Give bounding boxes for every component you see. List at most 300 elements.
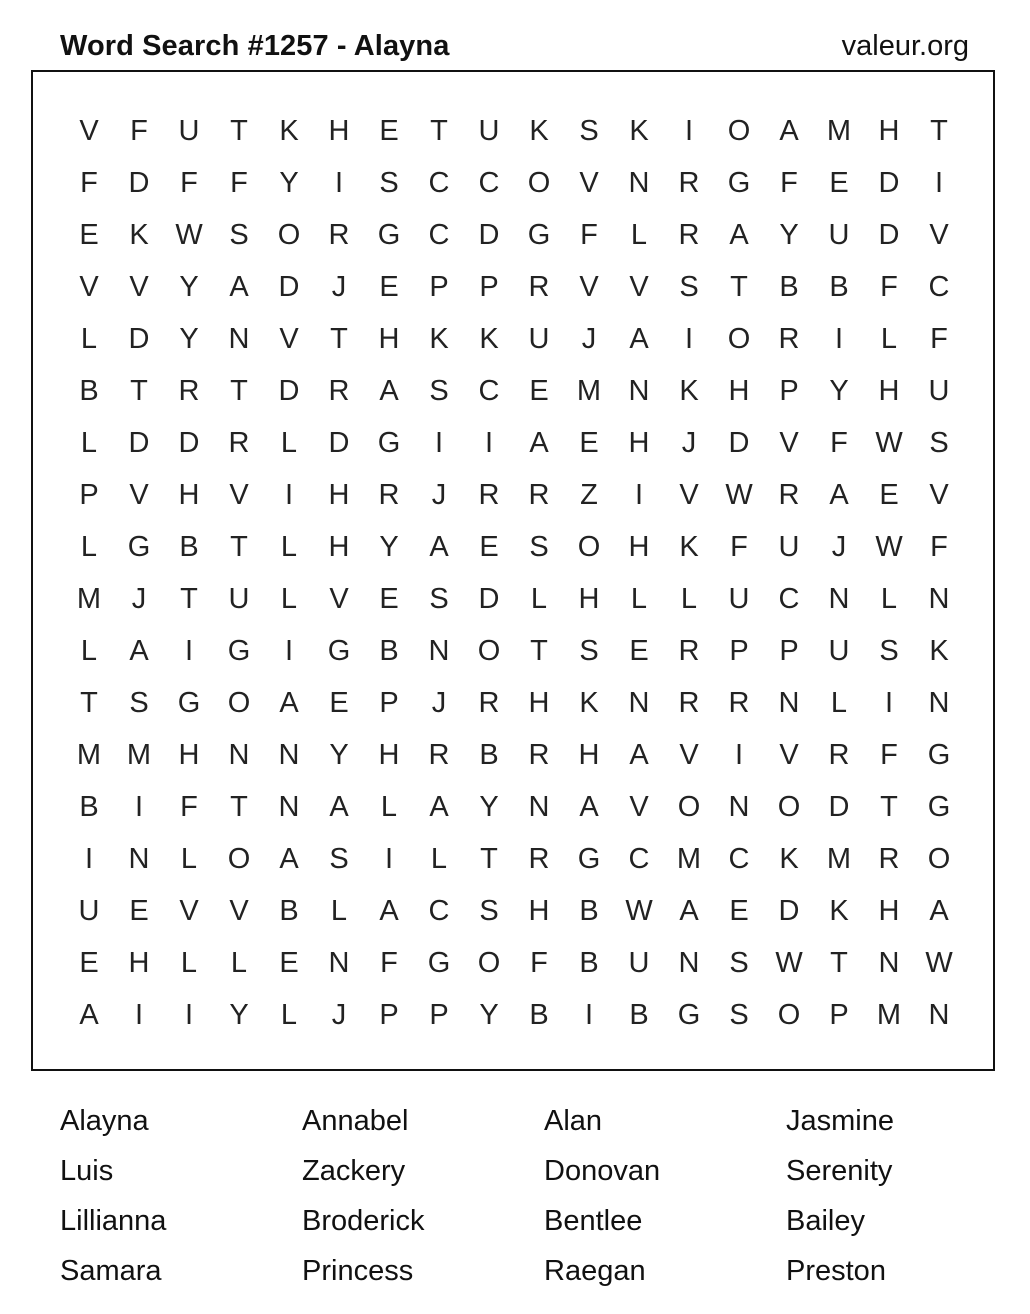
grid-cell[interactable]: G [127,530,151,563]
grid-cell[interactable]: A [279,842,299,875]
grid-cell[interactable]: O [777,790,801,823]
grid-cell[interactable]: L [80,530,98,563]
grid-cell[interactable]: O [927,842,951,875]
grid-cell[interactable]: O [677,790,701,823]
grid-cell[interactable]: Y [779,218,799,251]
grid-cell[interactable]: D [478,218,500,251]
grid-cell[interactable]: A [229,270,249,303]
grid-cell[interactable]: I [84,842,94,875]
grid-cell[interactable]: Y [379,530,399,563]
grid-cell[interactable]: M [876,998,902,1031]
grid-cell[interactable]: P [429,270,449,303]
grid-cell[interactable]: C [628,842,650,875]
grid-cell[interactable]: U [728,582,750,615]
grid-cell[interactable]: R [428,738,450,771]
grid-cell[interactable]: I [484,426,494,459]
grid-cell[interactable]: H [578,582,600,615]
grid-cell[interactable]: Y [279,166,299,199]
grid-cell[interactable]: I [284,478,294,511]
grid-cell[interactable]: R [178,374,200,407]
grid-cell[interactable]: V [79,114,99,147]
grid-cell[interactable]: J [581,322,597,355]
grid-cell[interactable]: D [828,790,850,823]
grid-cell[interactable]: R [528,842,550,875]
grid-cell[interactable]: F [230,166,248,199]
grid-cell[interactable]: L [180,842,198,875]
grid-cell[interactable]: V [629,790,649,823]
grid-cell[interactable]: H [328,478,350,511]
grid-cell[interactable]: G [927,738,951,771]
grid-cell[interactable]: S [129,686,149,719]
grid-cell[interactable]: O [577,530,601,563]
grid-cell[interactable]: T [230,530,248,563]
grid-cell[interactable]: E [329,686,349,719]
grid-cell[interactable]: I [884,686,894,719]
grid-cell[interactable]: A [379,374,399,407]
grid-cell[interactable]: K [679,530,699,563]
grid-cell[interactable]: A [379,894,399,927]
grid-cell[interactable]: A [429,530,449,563]
grid-cell[interactable]: J [331,270,347,303]
grid-cell[interactable]: O [777,998,801,1031]
grid-cell[interactable]: V [329,582,349,615]
grid-cell[interactable]: W [725,478,753,511]
grid-cell[interactable]: K [579,686,599,719]
grid-cell[interactable]: F [780,166,798,199]
grid-cell[interactable]: K [929,634,949,667]
grid-cell[interactable]: V [679,478,699,511]
grid-cell[interactable]: F [830,426,848,459]
grid-cell[interactable]: I [634,478,644,511]
grid-cell[interactable]: R [828,738,850,771]
grid-cell[interactable]: H [178,738,200,771]
grid-cell[interactable]: E [379,582,399,615]
grid-cell[interactable]: A [329,790,349,823]
grid-cell[interactable]: R [678,686,700,719]
grid-cell[interactable]: Y [329,738,349,771]
grid-cell[interactable]: I [334,166,344,199]
grid-cell[interactable]: K [279,114,299,147]
grid-cell[interactable]: H [378,738,400,771]
grid-cell[interactable]: B [529,998,549,1031]
grid-cell[interactable]: L [880,582,898,615]
grid-cell[interactable]: N [328,946,350,979]
grid-cell[interactable]: S [429,582,449,615]
grid-cell[interactable]: V [779,738,799,771]
grid-cell[interactable]: W [175,218,203,251]
grid-cell[interactable]: I [584,998,594,1031]
grid-cell[interactable]: A [429,790,449,823]
grid-cell[interactable]: R [678,634,700,667]
grid-cell[interactable]: D [128,322,150,355]
grid-cell[interactable]: U [928,374,950,407]
grid-cell[interactable]: R [778,322,800,355]
grid-cell[interactable]: F [180,790,198,823]
grid-cell[interactable]: E [79,946,99,979]
grid-cell[interactable]: W [625,894,653,927]
grid-cell[interactable]: L [280,582,298,615]
grid-cell[interactable]: E [629,634,649,667]
grid-cell[interactable]: P [79,478,99,511]
grid-cell[interactable]: E [529,374,549,407]
grid-cell[interactable]: U [228,582,250,615]
grid-cell[interactable]: E [379,114,399,147]
grid-cell[interactable]: A [729,218,749,251]
grid-cell[interactable]: M [826,114,852,147]
grid-cell[interactable]: C [478,166,500,199]
grid-cell[interactable]: L [830,686,848,719]
grid-cell[interactable]: W [775,946,803,979]
grid-cell[interactable]: K [779,842,799,875]
grid-cell[interactable]: F [80,166,98,199]
grid-cell[interactable]: L [180,946,198,979]
grid-cell[interactable]: S [729,998,749,1031]
grid-cell[interactable]: R [378,478,400,511]
grid-cell[interactable]: T [180,582,198,615]
grid-cell[interactable]: M [76,738,102,771]
grid-cell[interactable]: B [579,946,599,979]
grid-cell[interactable]: E [379,270,399,303]
grid-cell[interactable]: K [429,322,449,355]
grid-cell[interactable]: S [879,634,899,667]
grid-cell[interactable]: T [230,114,248,147]
grid-cell[interactable]: L [680,582,698,615]
grid-cell[interactable]: N [628,686,650,719]
grid-cell[interactable]: D [878,218,900,251]
grid-cell[interactable]: F [580,218,598,251]
grid-cell[interactable]: V [929,218,949,251]
grid-cell[interactable]: B [479,738,499,771]
grid-cell[interactable]: V [779,426,799,459]
grid-cell[interactable]: N [778,686,800,719]
grid-cell[interactable]: R [528,478,550,511]
grid-cell[interactable]: S [579,634,599,667]
grid-cell[interactable]: L [430,842,448,875]
grid-cell[interactable]: I [284,634,294,667]
grid-cell[interactable]: I [134,790,144,823]
grid-cell[interactable]: G [377,218,401,251]
grid-cell[interactable]: Y [229,998,249,1031]
grid-cell[interactable]: C [928,270,950,303]
grid-cell[interactable]: B [779,270,799,303]
grid-cell[interactable]: Y [479,998,499,1031]
grid-cell[interactable]: V [579,270,599,303]
grid-cell[interactable]: D [328,426,350,459]
grid-cell[interactable]: A [929,894,949,927]
grid-cell[interactable]: T [80,686,98,719]
grid-cell[interactable]: F [530,946,548,979]
grid-cell[interactable]: K [679,374,699,407]
grid-cell[interactable]: B [379,634,399,667]
grid-cell[interactable]: A [779,114,799,147]
grid-cell[interactable]: A [679,894,699,927]
grid-cell[interactable]: O [227,686,251,719]
grid-cell[interactable]: N [628,374,650,407]
grid-cell[interactable]: H [728,374,750,407]
grid-cell[interactable]: W [925,946,953,979]
grid-cell[interactable]: T [880,790,898,823]
grid-cell[interactable]: O [227,842,251,875]
grid-cell[interactable]: T [530,634,548,667]
grid-cell[interactable]: U [528,322,550,355]
grid-cell[interactable]: L [80,322,98,355]
grid-cell[interactable]: N [128,842,150,875]
grid-cell[interactable]: O [527,166,551,199]
grid-cell[interactable]: N [828,582,850,615]
grid-cell[interactable]: F [380,946,398,979]
grid-cell[interactable]: U [828,634,850,667]
grid-cell[interactable]: H [178,478,200,511]
grid-cell[interactable]: V [179,894,199,927]
grid-cell[interactable]: S [379,166,399,199]
grid-cell[interactable]: V [229,894,249,927]
grid-cell[interactable]: E [479,530,499,563]
grid-cell[interactable]: T [330,322,348,355]
grid-cell[interactable]: A [629,322,649,355]
grid-cell[interactable]: M [126,738,152,771]
grid-cell[interactable]: F [930,530,948,563]
grid-cell[interactable]: L [230,946,248,979]
grid-cell[interactable]: E [279,946,299,979]
grid-cell[interactable]: I [834,322,844,355]
grid-cell[interactable]: H [878,894,900,927]
grid-cell[interactable]: N [228,738,250,771]
grid-cell[interactable]: T [430,114,448,147]
grid-cell[interactable]: I [934,166,944,199]
grid-cell[interactable]: R [328,218,350,251]
grid-cell[interactable]: G [727,166,751,199]
grid-cell[interactable]: G [177,686,201,719]
grid-cell[interactable]: M [76,582,102,615]
grid-cell[interactable]: I [384,842,394,875]
grid-cell[interactable]: J [431,478,447,511]
grid-cell[interactable]: K [129,218,149,251]
grid-cell[interactable]: N [878,946,900,979]
grid-cell[interactable]: D [128,166,150,199]
grid-cell[interactable]: D [478,582,500,615]
grid-cell[interactable]: I [184,634,194,667]
grid-cell[interactable]: T [230,374,248,407]
grid-cell[interactable]: R [478,478,500,511]
grid-cell[interactable]: H [378,322,400,355]
grid-cell[interactable]: G [677,998,701,1031]
grid-cell[interactable]: C [428,218,450,251]
grid-cell[interactable]: F [880,270,898,303]
grid-cell[interactable]: N [678,946,700,979]
grid-cell[interactable]: E [129,894,149,927]
grid-cell[interactable]: N [278,790,300,823]
grid-cell[interactable]: N [928,686,950,719]
grid-cell[interactable]: E [729,894,749,927]
grid-cell[interactable]: T [130,374,148,407]
grid-cell[interactable]: U [628,946,650,979]
grid-cell[interactable]: N [228,322,250,355]
grid-cell[interactable]: V [129,270,149,303]
grid-cell[interactable]: N [528,790,550,823]
grid-cell[interactable]: A [129,634,149,667]
grid-cell[interactable]: K [479,322,499,355]
grid-cell[interactable]: V [279,322,299,355]
grid-cell[interactable]: S [579,114,599,147]
grid-cell[interactable]: R [678,218,700,251]
grid-cell[interactable]: V [129,478,149,511]
grid-cell[interactable]: L [530,582,548,615]
grid-cell[interactable]: R [678,166,700,199]
grid-cell[interactable]: D [778,894,800,927]
grid-cell[interactable]: G [927,790,951,823]
grid-cell[interactable]: K [629,114,649,147]
grid-cell[interactable]: R [528,738,550,771]
grid-cell[interactable]: U [78,894,100,927]
grid-cell[interactable]: A [629,738,649,771]
grid-cell[interactable]: D [278,374,300,407]
grid-cell[interactable]: R [528,270,550,303]
grid-cell[interactable]: C [428,894,450,927]
grid-cell[interactable]: H [878,374,900,407]
grid-cell[interactable]: L [330,894,348,927]
grid-cell[interactable]: M [676,842,702,875]
grid-cell[interactable]: I [184,998,194,1031]
grid-cell[interactable]: C [428,166,450,199]
grid-cell[interactable]: H [628,530,650,563]
grid-cell[interactable]: T [930,114,948,147]
grid-cell[interactable]: F [930,322,948,355]
grid-cell[interactable]: F [130,114,148,147]
grid-cell[interactable]: L [880,322,898,355]
grid-cell[interactable]: H [878,114,900,147]
grid-cell[interactable]: I [434,426,444,459]
grid-cell[interactable]: T [730,270,748,303]
grid-cell[interactable]: O [727,322,751,355]
grid-cell[interactable]: S [529,530,549,563]
grid-cell[interactable]: P [379,998,399,1031]
grid-cell[interactable]: E [79,218,99,251]
grid-cell[interactable]: H [528,894,550,927]
grid-cell[interactable]: Y [179,322,199,355]
grid-cell[interactable]: V [629,270,649,303]
grid-cell[interactable]: P [779,634,799,667]
grid-cell[interactable]: N [928,582,950,615]
grid-cell[interactable]: U [778,530,800,563]
grid-cell[interactable]: F [880,738,898,771]
grid-cell[interactable]: L [80,426,98,459]
grid-cell[interactable]: V [679,738,699,771]
grid-cell[interactable]: L [280,426,298,459]
grid-cell[interactable]: S [229,218,249,251]
grid-cell[interactable]: I [684,322,694,355]
grid-cell[interactable]: Y [829,374,849,407]
grid-cell[interactable]: V [929,478,949,511]
grid-cell[interactable]: I [734,738,744,771]
grid-cell[interactable]: O [477,946,501,979]
grid-cell[interactable]: B [179,530,199,563]
grid-cell[interactable]: S [679,270,699,303]
grid-cell[interactable]: R [878,842,900,875]
grid-cell[interactable]: B [579,894,599,927]
grid-cell[interactable]: N [728,790,750,823]
grid-cell[interactable]: L [280,998,298,1031]
grid-cell[interactable]: G [377,426,401,459]
grid-cell[interactable]: N [628,166,650,199]
grid-cell[interactable]: S [929,426,949,459]
grid-cell[interactable]: R [228,426,250,459]
grid-cell[interactable]: N [278,738,300,771]
grid-cell[interactable]: G [577,842,601,875]
grid-cell[interactable]: P [779,374,799,407]
grid-cell[interactable]: B [829,270,849,303]
grid-cell[interactable]: L [280,530,298,563]
grid-cell[interactable]: V [79,270,99,303]
grid-cell[interactable]: H [628,426,650,459]
grid-cell[interactable]: R [778,478,800,511]
grid-cell[interactable]: H [128,946,150,979]
grid-cell[interactable]: N [928,998,950,1031]
grid-cell[interactable]: H [578,738,600,771]
grid-cell[interactable]: L [630,582,648,615]
grid-cell[interactable]: J [131,582,147,615]
grid-cell[interactable]: B [629,998,649,1031]
grid-cell[interactable]: H [528,686,550,719]
grid-cell[interactable]: Y [479,790,499,823]
grid-cell[interactable]: D [278,270,300,303]
grid-cell[interactable]: Y [179,270,199,303]
grid-cell[interactable]: G [327,634,351,667]
grid-cell[interactable]: S [329,842,349,875]
grid-cell[interactable]: F [730,530,748,563]
grid-cell[interactable]: O [727,114,751,147]
grid-cell[interactable]: H [328,114,350,147]
grid-cell[interactable]: T [230,790,248,823]
grid-cell[interactable]: W [875,426,903,459]
grid-cell[interactable]: S [479,894,499,927]
grid-cell[interactable]: E [579,426,599,459]
grid-cell[interactable]: M [576,374,602,407]
grid-cell[interactable]: S [729,946,749,979]
grid-cell[interactable]: P [379,686,399,719]
grid-cell[interactable]: F [180,166,198,199]
grid-cell[interactable]: P [829,998,849,1031]
grid-cell[interactable]: P [729,634,749,667]
grid-cell[interactable]: D [178,426,200,459]
grid-cell[interactable]: V [229,478,249,511]
grid-cell[interactable]: V [579,166,599,199]
grid-cell[interactable]: A [79,998,99,1031]
grid-cell[interactable]: U [828,218,850,251]
grid-cell[interactable]: A [829,478,849,511]
grid-cell[interactable]: L [80,634,98,667]
grid-cell[interactable]: J [331,998,347,1031]
grid-cell[interactable]: U [178,114,200,147]
grid-cell[interactable]: D [728,426,750,459]
grid-cell[interactable]: S [429,374,449,407]
grid-cell[interactable]: E [829,166,849,199]
grid-cell[interactable]: O [277,218,301,251]
grid-cell[interactable]: T [480,842,498,875]
grid-cell[interactable]: L [380,790,398,823]
grid-cell[interactable]: I [134,998,144,1031]
grid-cell[interactable]: B [79,374,99,407]
grid-cell[interactable]: C [478,374,500,407]
grid-cell[interactable]: A [579,790,599,823]
grid-cell[interactable]: K [529,114,549,147]
grid-cell[interactable]: U [478,114,500,147]
grid-cell[interactable]: Z [580,478,598,511]
grid-cell[interactable]: D [878,166,900,199]
grid-cell[interactable]: N [428,634,450,667]
grid-cell[interactable]: R [328,374,350,407]
grid-cell[interactable]: D [128,426,150,459]
grid-cell[interactable]: I [684,114,694,147]
